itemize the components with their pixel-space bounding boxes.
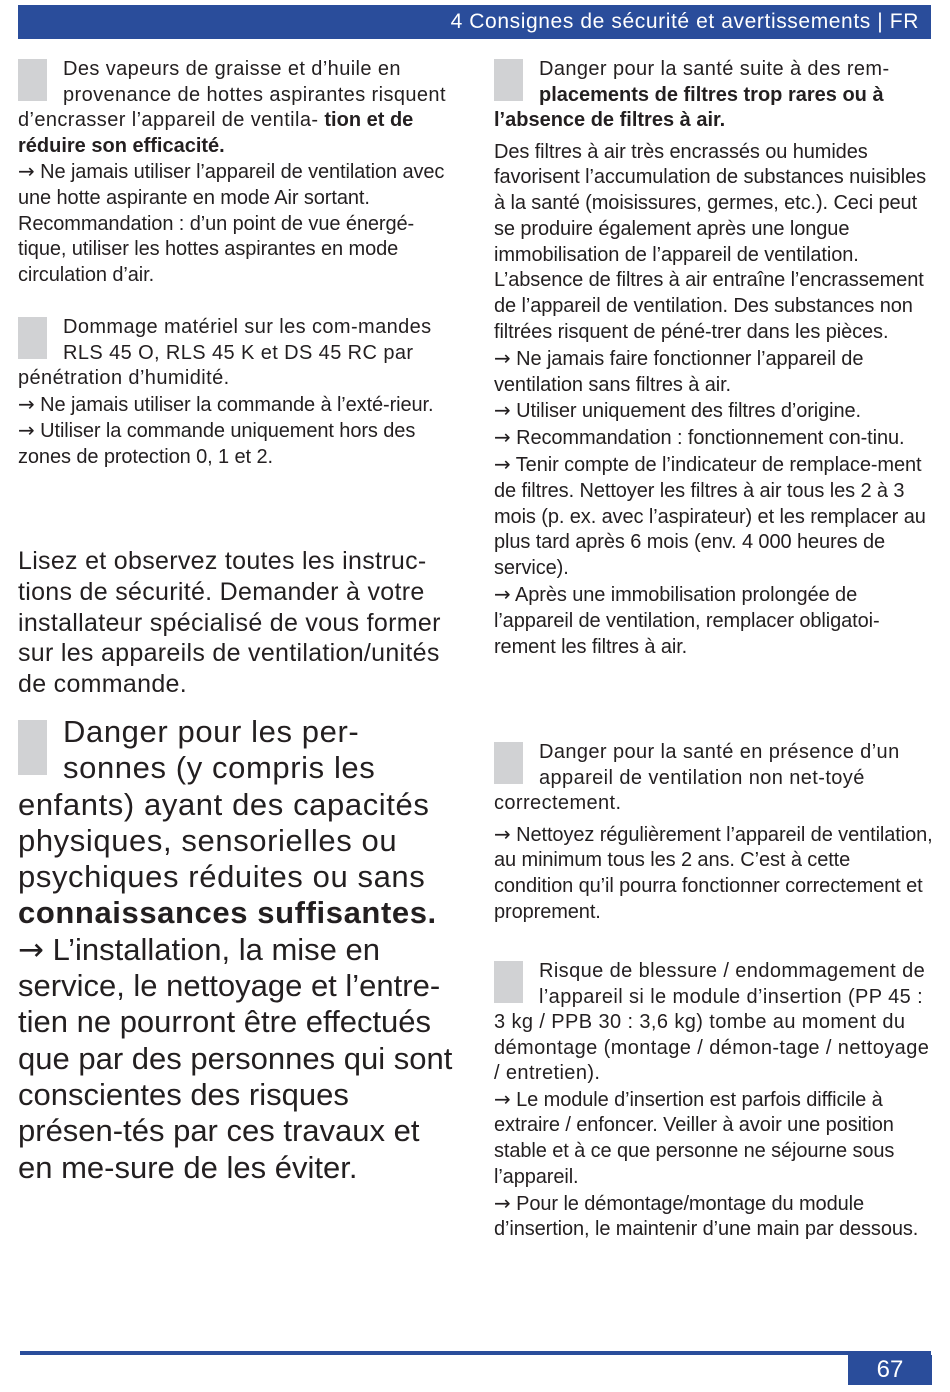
warning-heading: Des vapeurs de graisse et d’huile en provenance de hottes aspirantes risquent d’encrasser l’appareil de ventila- tion et de réduire son efficacité.: [18, 58, 446, 157]
arrow-right-icon: →: [494, 425, 511, 450]
warning-instruction: → Nettoyez régulièrement l’appareil de ventilation, au minimum tous les 2 ans. C’est à cette condition qu’il pourra fonctionner correctement et proprement.: [494, 821, 933, 923]
warning-instruction: → Recommandation : fonctionnement con-tinu.: [494, 425, 905, 450]
warning-marker-icon: [18, 59, 47, 101]
warning-instruction: → Ne jamais utiliser la commande à l’exté-rieur.: [18, 391, 434, 416]
warning-grease-vapours: [18, 57, 458, 289]
arrow-right-icon: →: [18, 391, 35, 416]
warning-marker-icon: [18, 317, 47, 359]
warning-insert-module: [494, 959, 934, 1243]
warning-filter-replacement: [494, 57, 934, 660]
warning-marker-icon: [494, 59, 523, 101]
warning-instruction: → Tenir compte de l’indicateur de remplace-ment de filtres. Nettoyer les filtres à air tous les 2 à 3 mois (p. ex. avec l’aspirateur) et les remplacer au plus tard après 6 mois (env. 4 000 heures de service).: [494, 452, 926, 580]
safety-intro: [18, 546, 458, 700]
arrow-right-icon: →: [494, 821, 511, 846]
warning-marker-icon: [494, 961, 523, 1003]
warning-instruction: → Ne jamais utiliser l’appareil de ventilation avec une hotte aspirante en mode Air sortant.: [18, 159, 445, 209]
warning-reduced-capacities: [18, 714, 458, 1186]
header-bar: [18, 5, 931, 39]
warning-marker-icon: [18, 720, 47, 775]
warning-heading: Dommage matériel sur les com-mandes RLS 45 O, RLS 45 K et DS 45 RC par pénétration d’humidité.: [18, 316, 432, 389]
warning-recommendation: Recommandation : d’un point de vue énergé-tique, utiliser les hottes aspirantes en mode circulation d’air.: [18, 212, 415, 287]
page-number: 67: [848, 1355, 932, 1385]
chapter-title: 4 Consignes de sécurité et avertissements | FR: [450, 10, 919, 33]
arrow-right-icon: →: [494, 398, 511, 423]
arrow-right-icon: →: [18, 931, 44, 968]
warning-instruction: → Pour le démontage/montage du module d’insertion, le maintenir d’une main par dessous.: [494, 1190, 919, 1241]
warning-instruction: → Utiliser uniquement des filtres d’origine.: [494, 398, 861, 423]
arrow-right-icon: →: [494, 345, 511, 370]
arrow-right-icon: →: [494, 1190, 511, 1215]
intro-paragraph: Lisez et observez toutes les instruc-tions de sécurité. Demander à votre installateur spécialisé de vous former sur les appareils de ventilation/unités de commande.: [18, 547, 441, 699]
warning-instruction: → Après une immobilisation prolongée de l’appareil de ventilation, remplacer obligatoi-rement les filtres à air.: [494, 582, 880, 658]
arrow-right-icon: →: [494, 452, 511, 477]
warning-instruction: → Utiliser la commande uniquement hors des zones de protection 0, 1 et 2.: [18, 418, 416, 469]
footer-rule: [20, 1351, 931, 1355]
warning-unclean-device: [494, 740, 934, 926]
arrow-right-icon: →: [494, 1086, 511, 1111]
warning-heading: Danger pour la santé suite à des rem- placements de filtres trop rares ou à l’absence de filtres à air.: [494, 58, 890, 131]
warning-body: Des filtres à air très encrassés ou humides favorisent l’accumulation de substances nuisibles à la santé (moisissures, germes, etc.). Ceci peut se produire également après une longue immobilisation de l’appareil de ventilation. L’absence de filtres à air entraîne l’encrassement de l’appareil de ventilation. Des substances non filtrées risquent de péné-trer dans les pièces.: [494, 140, 927, 344]
warning-heading: Danger pour la santé en présence d’un appareil de ventilation non net-toyé correctement.: [494, 741, 900, 814]
arrow-right-icon: →: [494, 582, 511, 607]
warning-instruction: → L’installation, la mise en service, le nettoyage et l’entre-tien ne pourront être effectués que par des personnes qui sont conscientes des risques présen-tés par ces travaux et en me-sure de les éviter.: [18, 931, 453, 1185]
warning-heading: Risque de blessure / endommagement de l’appareil si le module d’insertion (PP 45 : 3 kg / PPB 30 : 3,6 kg) tombe au moment du démontage (montage / démon-tage / nettoyage / entretien).: [494, 960, 930, 1084]
warning-marker-icon: [494, 742, 523, 784]
arrow-right-icon: →: [18, 418, 35, 443]
warning-instruction: → Le module d’insertion est parfois difficile à extraire / enfoncer. Veiller à avoir une position stable et à ce que personne ne séjourne sous l’appareil.: [494, 1086, 895, 1188]
warning-heading: Danger pour les per-sonnes (y compris les enfants) ayant des capacités physiques, sensorielles ou psychiques réduites ou sans connaissances suffisantes.: [18, 714, 437, 931]
arrow-right-icon: →: [18, 159, 35, 183]
warning-instruction: → Ne jamais faire fonctionner l’appareil de ventilation sans filtres à air.: [494, 345, 864, 396]
warning-moisture-damage: [18, 315, 458, 471]
